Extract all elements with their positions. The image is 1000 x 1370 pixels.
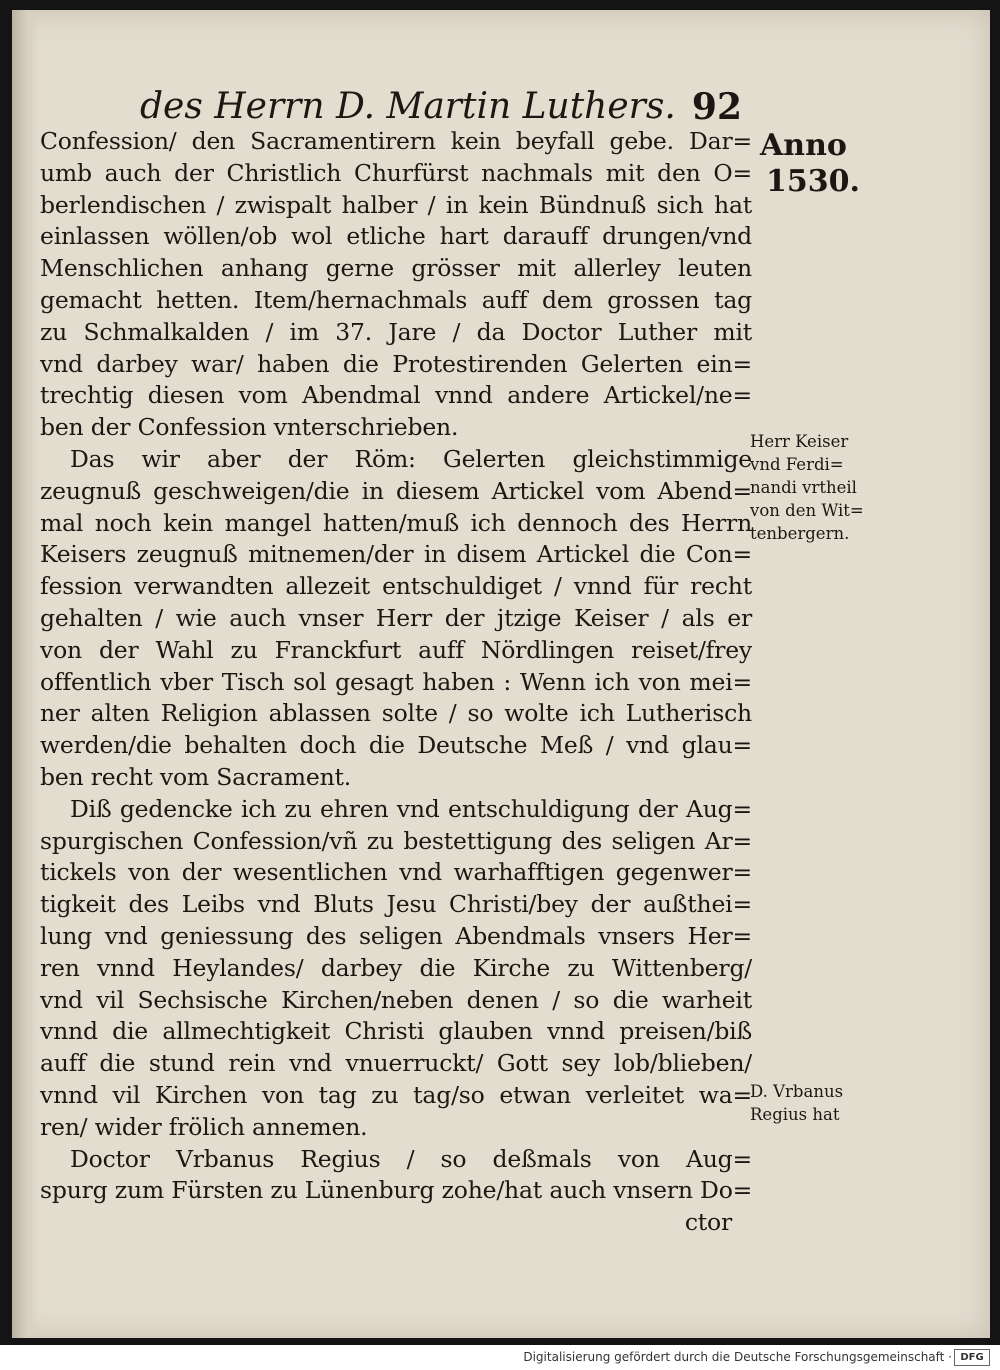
text-line: vnnd vil Kirchen von tag zu tag/so etwan verleitet wa=: [40, 1080, 752, 1109]
running-head: des Herrn D. Martin Luthers.: [140, 86, 676, 127]
marginal-line: Regius hat: [750, 1105, 840, 1124]
book-page: [12, 10, 990, 1338]
text-line: Das wir aber der Röm: Gelerten gleichstimmige: [70, 444, 752, 473]
marginal-line: nandi vrtheil: [750, 478, 857, 497]
page-gutter: [12, 10, 38, 1338]
text-line: ren/ wider frölich annemen.: [40, 1112, 368, 1141]
text-line: mal noch kein mangel hatten/muß ich dennoch des Herrn: [40, 508, 752, 537]
text-line: gemacht hetten. Item/hernachmals auff dem grossen tag: [40, 285, 752, 314]
text-line: ben recht vom Sacrament.: [40, 762, 352, 791]
dfg-logo: DFG: [954, 1349, 990, 1366]
marginal-line: D. Vrbanus: [750, 1082, 844, 1101]
page-number: 92: [691, 86, 742, 128]
text-line: ren vnnd Heylandes/ darbey die Kirche zu Wittenberg/: [40, 953, 752, 982]
text-line: werden/die behalten doch die Deutsche Meß / vnd glau=: [40, 731, 752, 760]
text-line: offentlich vber Tisch sol gesagt haben : Wenn ich von mei=: [40, 667, 752, 696]
footer-bar: [0, 1345, 1000, 1370]
text-line: fession verwandten allezeit entschuldiget / vnnd für recht: [40, 572, 752, 601]
text-line: trechtig diesen vom Abendmal vnnd andere Artickel/ne=: [40, 381, 752, 410]
marginal-note: [750, 430, 870, 545]
text-line: spurg zum Fürsten zu Lünenburg zohe/hat auch vnsern Do=: [40, 1176, 753, 1205]
marginal-line: vnd Ferdi=: [750, 455, 844, 474]
text-line: vnd vil Sechsische Kirchen/neben denen / so die warheit: [40, 985, 752, 1014]
body-text: [40, 126, 752, 1239]
text-line: lung vnd geniessung des seligen Abendmals vnsers Her=: [40, 921, 752, 950]
text-line: einlassen wöllen/ob wol etliche hart darauff drungen/vnd: [40, 222, 752, 251]
text-line: Diß gedencke ich zu ehren vnd entschuldigung der Aug=: [70, 794, 752, 823]
text-line: ner alten Religion ablassen solte / so wolte ich Lutherisch: [40, 699, 752, 728]
text-line: ben der Confession vnterschrieben.: [40, 413, 459, 442]
marginal-line: von den Wit=: [750, 501, 864, 520]
text-line: Confession/ den Sacramentirern kein beyfall gebe. Dar=: [40, 127, 752, 155]
text-line: vnd darbey war/ haben die Protestirenden Gelerten ein=: [40, 349, 752, 378]
text-line: Keisers zeugnuß mitnemen/der in disem Artickel die Con=: [40, 540, 752, 569]
text-line: auff die stund rein vnd vnuerruckt/ Gott sey lob/blieben/: [40, 1049, 752, 1078]
marginal-line: tenbergern.: [750, 524, 850, 543]
text-line: berlendischen / zwispalt halber / in kein Bündnuß sich hat: [40, 190, 752, 219]
text-line: zu Schmalkalden / im 37. Jare / da Doctor Luther mit: [40, 317, 752, 346]
text-line: tickels von der wesentlichen vnd warhafftigen gegenwer=: [40, 858, 752, 887]
text-line: tigkeit des Leibs vnd Bluts Jesu Christi/bey der außthei=: [40, 890, 752, 919]
marginal-line: Herr Keiser: [750, 432, 849, 451]
margin-year: [760, 128, 870, 200]
margin-year-number: 1530.: [766, 164, 860, 199]
marginal-note: [750, 1080, 870, 1126]
catchword: ctor: [684, 1208, 732, 1237]
text-line: von der Wahl zu Franckfurt auff Nördlingen reiset/frey: [40, 635, 752, 664]
text-line: Doctor Vrbanus Regius / so deßmals von Aug=: [70, 1144, 752, 1173]
funding-notice: Digitalisierung gefördert durch die Deutsche Forschungsgemeinschaft ·: [523, 1350, 952, 1364]
text-line: Menschlichen anhang gerne grösser mit allerley leuten: [40, 254, 752, 283]
text-line: zeugnuß geschweigen/die in diesem Artickel vom Abend=: [40, 476, 752, 505]
margin-year-label: Anno: [760, 128, 847, 163]
text-line: vnnd die allmechtigkeit Christi glauben vnnd preisen/biß: [40, 1017, 752, 1046]
text-line: gehalten / wie auch vnser Herr der jtzige Keiser / als er: [40, 603, 752, 632]
text-line: umb auch der Christlich Churfürst nachmals mit den O=: [40, 158, 752, 187]
text-line: spurgischen Confession/vñ zu bestettigung des seligen Ar=: [40, 826, 752, 855]
